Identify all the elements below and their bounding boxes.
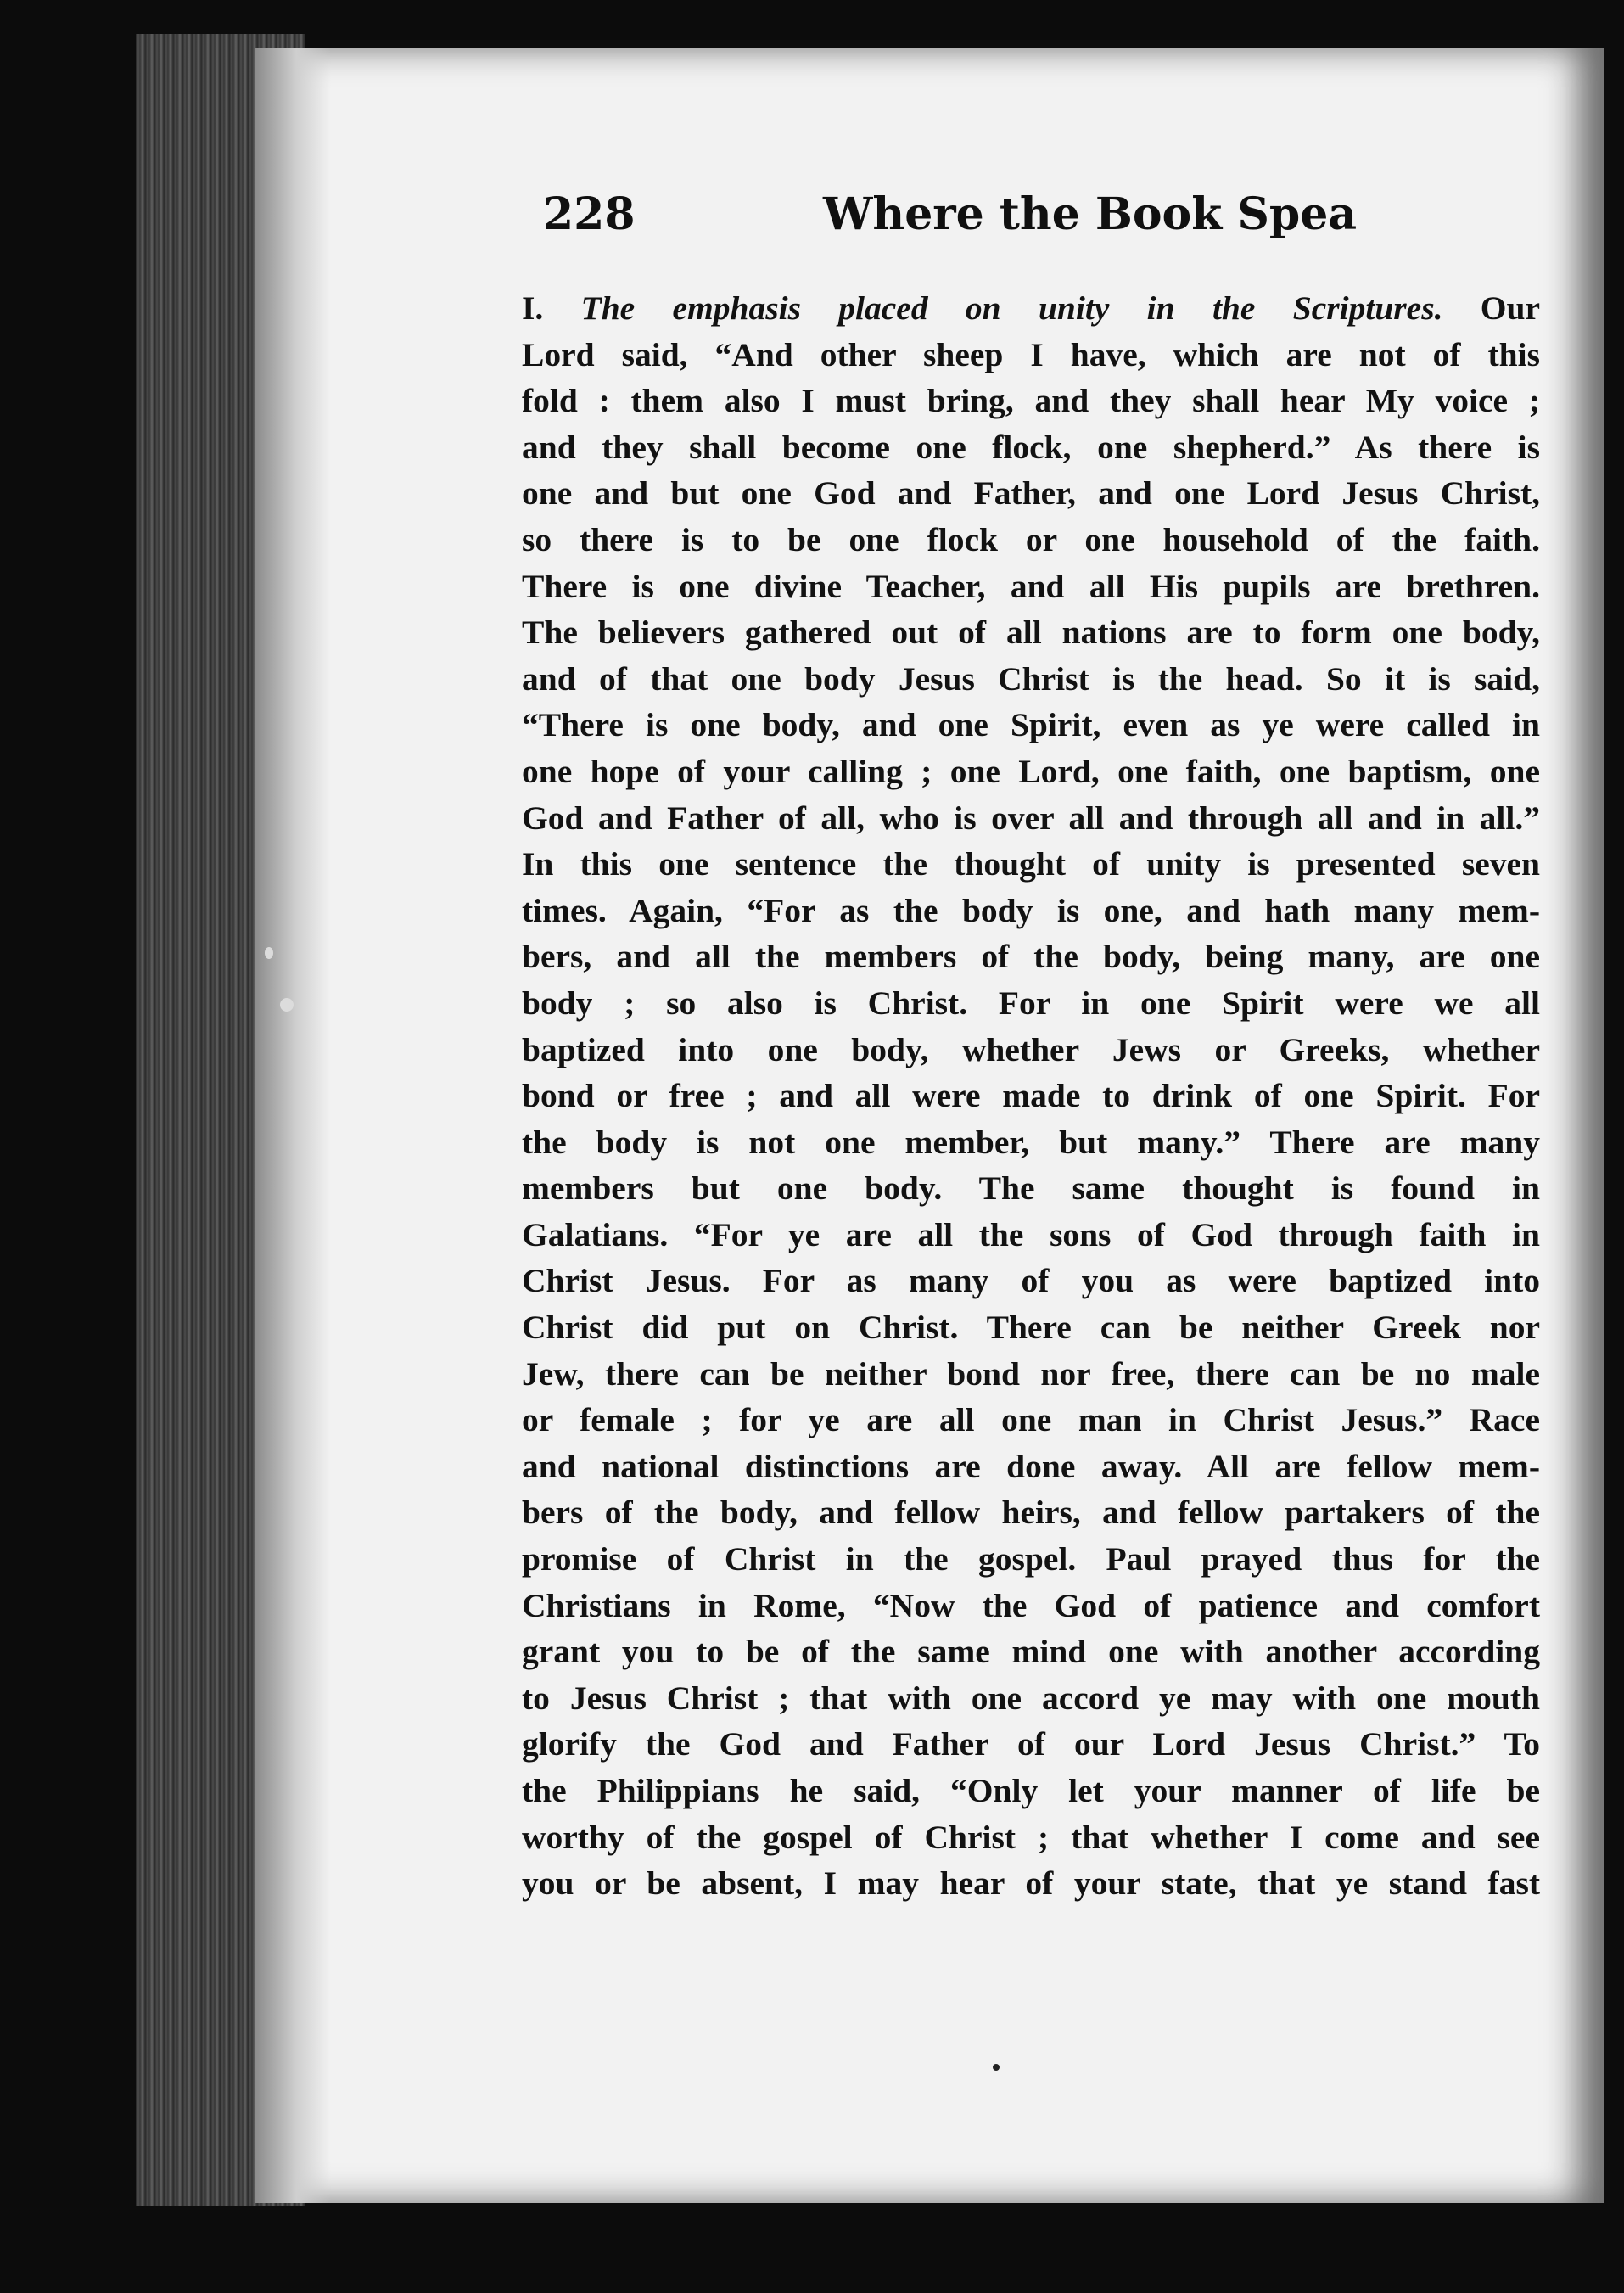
text-line: to Jesus Christ ; that with one accord ye may with one mouth: [522, 1679, 1540, 1717]
running-title: Where the Book Spea: [823, 188, 1358, 240]
text-line: worthy of the gospel of Christ ; that whether I come and see: [522, 1818, 1540, 1856]
text-line: “There is one body, and one Spirit, even as ye were called in: [522, 706, 1540, 744]
text-line: one hope of your calling ; one Lord, one faith, one baptism, one: [522, 752, 1540, 790]
paper-speck: [265, 947, 273, 959]
text-line: bond or free ; and all were made to drink of one Spirit. For: [522, 1077, 1540, 1115]
text-line: glorify the God and Father of our Lord Jesus Christ.” To: [522, 1725, 1540, 1763]
body-text: [522, 285, 1540, 1907]
text-line: God and Father of all, who is over all and through all and in all.”: [522, 799, 1540, 837]
paper-speck: [280, 998, 294, 1012]
text-line: members but one body. The same thought is found in: [522, 1169, 1540, 1208]
text-line: so there is to be one flock or one household of the faith.: [522, 520, 1540, 558]
section-number: I.: [522, 289, 581, 327]
text-line: and they shall become one flock, one shepherd.” As there is: [522, 428, 1540, 466]
text-line: The believers gathered out of all nations are to form one body,: [522, 614, 1540, 652]
text-line: body ; so also is Christ. For in one Spirit were we all: [522, 984, 1540, 1022]
page-number: 228: [543, 188, 636, 240]
text-line: Christians in Rome, “Now the God of patience and comfort: [522, 1586, 1540, 1624]
text-line: the body is not one member, but many.” There are many: [522, 1123, 1540, 1161]
page-header: [288, 188, 1561, 256]
ink-dot: [993, 2064, 1000, 2071]
text-line: In this one sentence the thought of unity is presented seven: [522, 845, 1540, 883]
text-line: one and but one God and Father, and one Lord Jesus Christ,: [522, 474, 1540, 513]
text-line: fold : them also I must bring, and they shall hear My voice ;: [522, 382, 1540, 420]
text-line: the Philippians he said, “Only let your manner of life be: [522, 1772, 1540, 1809]
text-line: Christ Jesus. For as many of you as were baptized into: [522, 1262, 1540, 1300]
text-line: you or be absent, I may hear of your state, that ye stand fast: [522, 1864, 1540, 1903]
text-line: or female ; for ye are all one man in Christ Jesus.” Race: [522, 1401, 1540, 1439]
text-line: There is one divine Teacher, and all His pupils are brethren.: [522, 567, 1540, 605]
text-line: [522, 285, 1540, 332]
text-line: promise of Christ in the gospel. Paul prayed thus for the: [522, 1540, 1540, 1578]
text-line: Christ did put on Christ. There can be neither Greek nor: [522, 1309, 1540, 1347]
section-heading: The emphasis placed on unity in the Scriptures.: [580, 289, 1443, 327]
text-line: times. Again, “For as the body is one, and hath many mem-: [522, 891, 1540, 929]
text-line: bers of the body, and fellow heirs, and fellow partakers of the: [522, 1494, 1540, 1532]
text-line: Jew, there can be neither bond nor free, there can be no male: [522, 1354, 1540, 1393]
text-line: bers, and all the members of the body, being many, are one: [522, 938, 1540, 976]
text-line: Galatians. “For ye are all the sons of God through faith in: [522, 1215, 1540, 1253]
text-line: and of that one body Jesus Christ is the head. So it is said,: [522, 659, 1540, 698]
text-line: baptized into one body, whether Jews or Greeks, whether: [522, 1030, 1540, 1068]
text-line: Lord said, “And other sheep I have, which are not of this: [522, 335, 1540, 373]
line-text: Our: [1442, 289, 1541, 327]
text-line: grant you to be of the same mind one with another according: [522, 1633, 1540, 1671]
text-line: and national distinctions are done away. All are fellow mem-: [522, 1447, 1540, 1485]
